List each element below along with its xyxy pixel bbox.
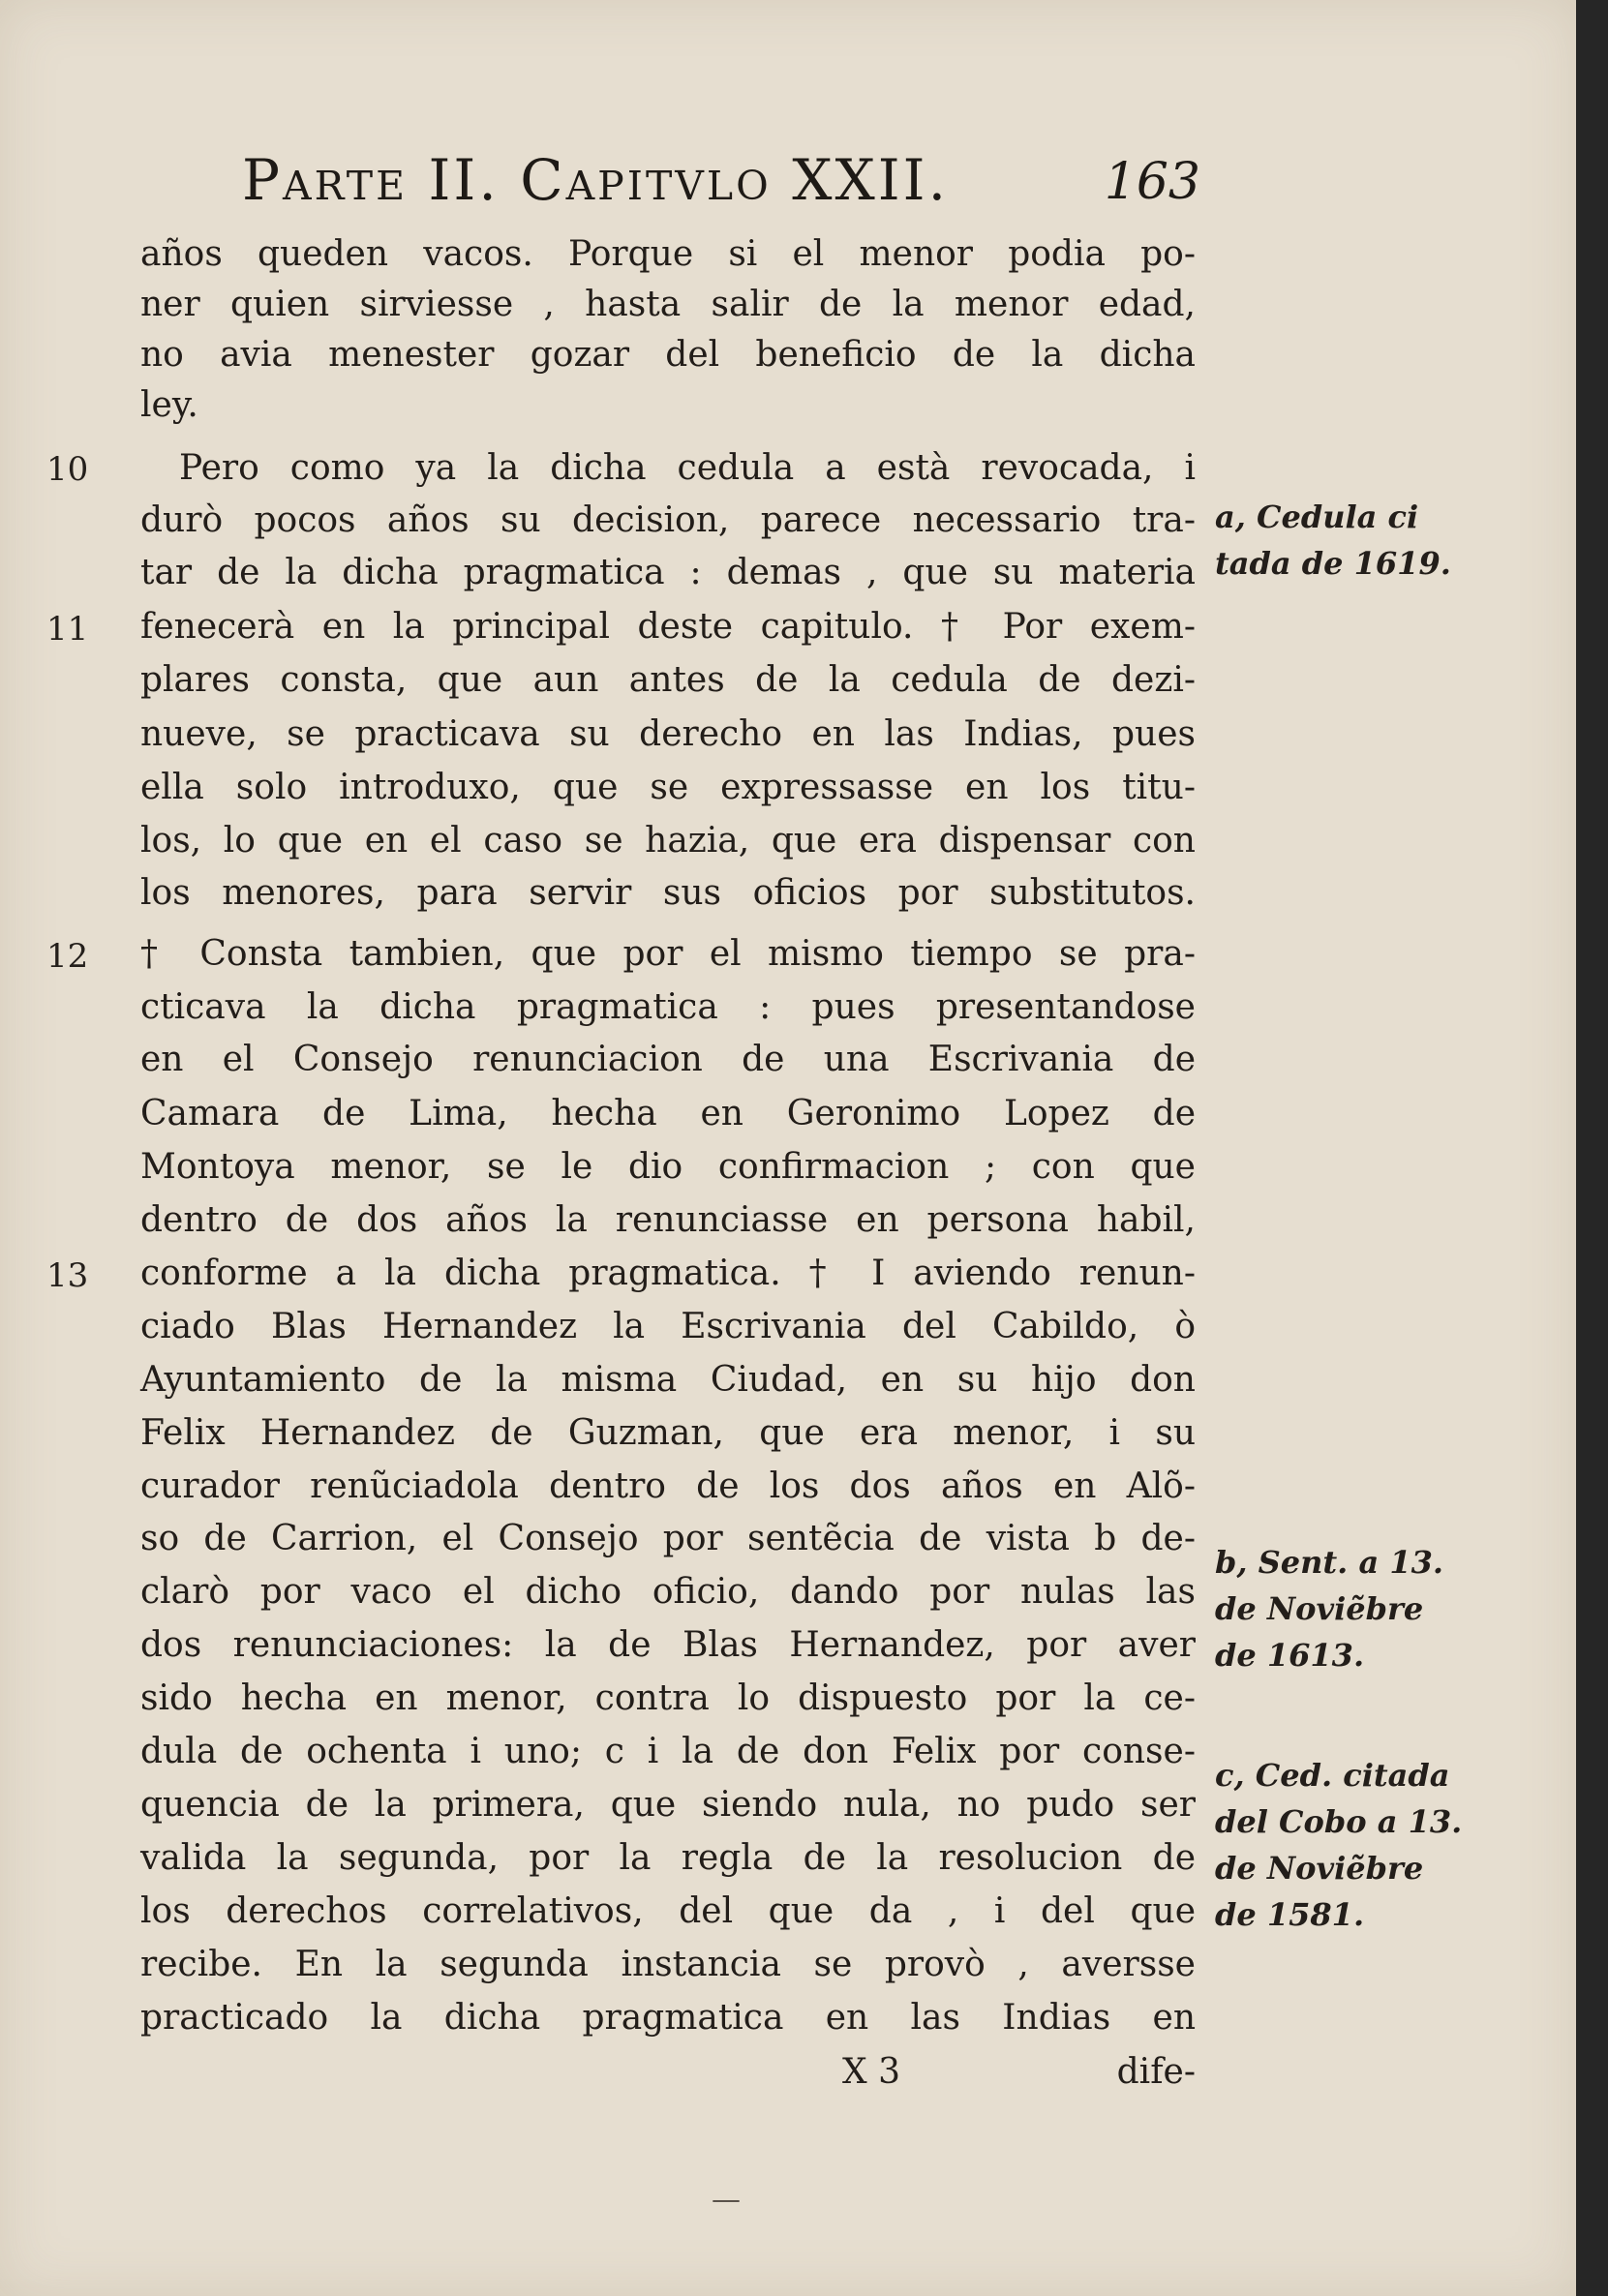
- text-line: los derechos correlativos, del que da , i del que: [140, 1891, 1196, 1931]
- text-line: recibe. En la segunda instancia se provò , aversse: [140, 1945, 1196, 1984]
- ink-mark: —: [712, 2183, 741, 2217]
- text-line: dos renunciaciones: la de Blas Hernandez, por aver: [140, 1625, 1196, 1665]
- text-line: sido hecha en menor, contra lo dispuesto por la ce-: [140, 1678, 1196, 1718]
- text-line: Pero como ya la dicha cedula a està revocada, i: [179, 448, 1196, 488]
- text-line: ner quien sirviesse , hasta salir de la menor edad,: [140, 285, 1196, 324]
- text-line: dentro de dos años la renunciasse en persona habil,: [140, 1200, 1196, 1240]
- text-line: conforme a la dicha pragmatica. † I aviendo renun-: [140, 1254, 1196, 1293]
- text-line: valida la segunda, por la regla de la resolucion de: [140, 1838, 1196, 1878]
- margin-note-a: a, Cedula ci tada de 1619.: [1215, 498, 1451, 582]
- paragraph-number: 11: [46, 610, 89, 649]
- text-line: cticava la dicha pragmatica : pues presentandose: [140, 987, 1196, 1027]
- text-line: los, lo que en el caso se hazia, que era dispensar con: [140, 821, 1196, 861]
- paragraph-number: 13: [46, 1256, 89, 1295]
- signature-mark: X 3: [842, 2052, 900, 2092]
- text-line: ella solo introduxo, que se expressasse en los titu-: [140, 768, 1196, 807]
- text-line: clarò por vaco el dicho oficio, dando por nulas las: [140, 1572, 1196, 1612]
- text-line: tar de la dicha pragmatica : demas , que su materia: [140, 553, 1196, 592]
- text-line: durò pocos años su decision, parece necessario tra-: [140, 500, 1196, 540]
- text-line: practicado la dicha pragmatica en las Indias en: [140, 1998, 1196, 2038]
- scan-background-edge: [1576, 0, 1608, 2296]
- text-line: en el Consejo renunciacion de una Escrivania de: [140, 1040, 1196, 1079]
- text-line: so de Carrion, el Consejo por sentẽcia de vista b de-: [140, 1519, 1196, 1558]
- text-line: curador renũciadola dentro de los dos años en Alõ-: [140, 1466, 1196, 1506]
- text-line: fenecerà en la principal deste capitulo. † Por exem-: [140, 607, 1196, 647]
- text-line: Montoya menor, se le dio confirmacion ; con que: [140, 1147, 1196, 1187]
- paragraph-number: 12: [46, 937, 89, 976]
- folio-number: 163: [1104, 153, 1200, 211]
- text-line: dula de ochenta i uno; c i la de don Felix por conse-: [140, 1732, 1196, 1771]
- text-line: plares consta, que aun antes de la cedula de dezi-: [140, 660, 1196, 700]
- text-line: años queden vacos. Porque si el menor podia po-: [140, 234, 1196, 274]
- running-header: [242, 136, 1200, 232]
- page-title: Parte II. Capitvlo XXII.: [242, 147, 950, 213]
- text-line: Camara de Lima, hecha en Geronimo Lopez de: [140, 1094, 1196, 1133]
- text-line: no avia menester gozar del beneficio de la dicha: [140, 335, 1196, 375]
- text-line: quencia de la primera, que siendo nula, no pudo ser: [140, 1785, 1196, 1825]
- text-line: Felix Hernandez de Guzman, que era menor, i su: [140, 1413, 1196, 1453]
- paragraph-number: 10: [46, 450, 89, 489]
- text-line: ley.: [140, 385, 198, 425]
- text-line: Ayuntamiento de la misma Ciudad, en su hijo don: [140, 1360, 1196, 1400]
- text-line: los menores, para servir sus oficios por substitutos.: [140, 873, 1196, 913]
- text-line: nueve, se practicava su derecho en las Indias, pues: [140, 714, 1196, 754]
- catchword: dife-: [1116, 2052, 1196, 2092]
- text-line: † Consta tambien, que por el mismo tiempo se pra-: [140, 934, 1196, 974]
- text-line: ciado Blas Hernandez la Escrivania del Cabildo, ò: [140, 1307, 1196, 1346]
- margin-note-c: c, Ced. citada del Cobo a 13. de Noviẽbre de 1581.: [1215, 1757, 1463, 1933]
- catchword-line: [140, 2052, 1196, 2102]
- margin-note-b: b, Sent. a 13. de Noviẽbre de 1613.: [1215, 1544, 1443, 1674]
